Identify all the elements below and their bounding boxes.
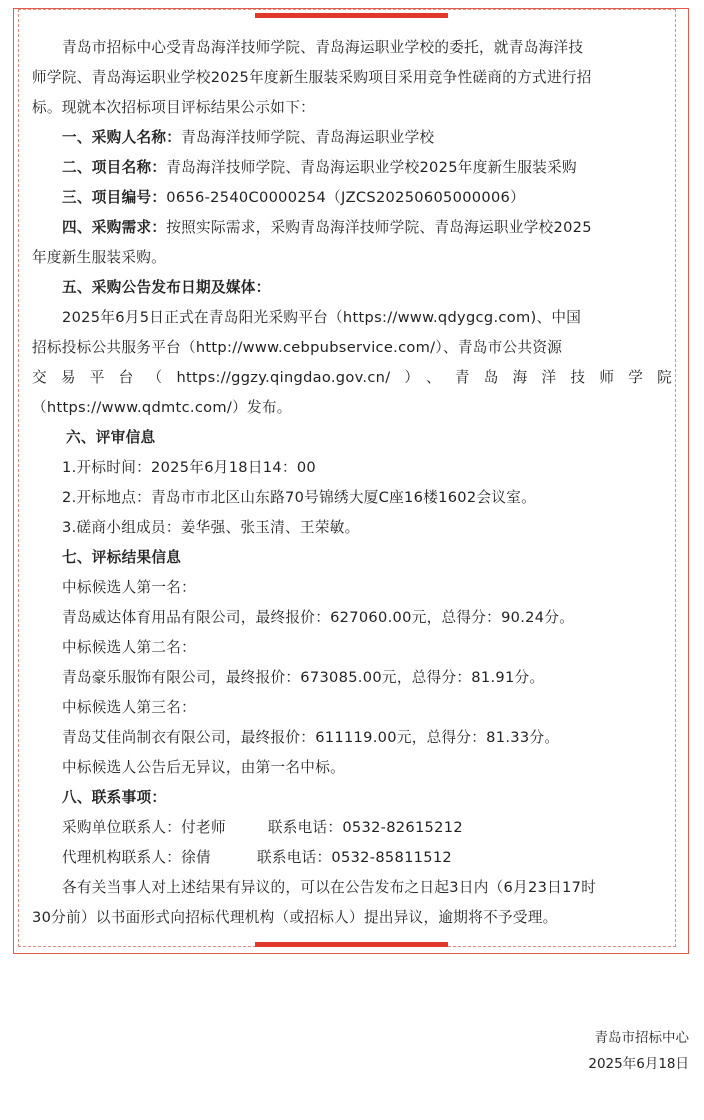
buyer-phone: 联系电话：0532-82615212 — [267, 819, 463, 836]
publish-line-2: 招标投标公共服务平台（http://www.cebpubservice.com/）、青岛市公共资源 — [32, 339, 563, 356]
candidate-3-title: 中标候选人第三名： — [62, 699, 197, 716]
agent-contact-row — [32, 843, 672, 873]
publish-line-3: 交易平台（https://ggzy.qingdao.gov.cn/）、青岛海洋技师学院 — [32, 369, 672, 386]
objection-line-2: 30分前）以书面形式向招标代理机构（或招标人）提出异议，逾期将不予受理。 — [32, 909, 558, 926]
opening-place: 2.开标地点：青岛市市北区山东路70号锦绣大厦C座16楼1602会议室。 — [62, 489, 537, 506]
section-contact-heading: 八、联系事项： — [62, 789, 167, 806]
project-name-label: 二、项目名称： — [62, 159, 167, 176]
intro-line-1: 青岛市招标中心受青岛海洋技师学院、青岛海运职业学校的委托，就青岛海洋技 — [62, 39, 584, 56]
buyer-contact: 采购单位联系人：付老师 — [62, 819, 226, 836]
section-review-heading: 六、评审信息 — [66, 429, 156, 446]
candidate-2-title: 中标候选人第二名： — [62, 639, 197, 656]
notice-body — [32, 33, 672, 933]
buyer-contact-row — [32, 813, 672, 843]
footer-organization: 青岛市招标中心 — [594, 1030, 689, 1046]
intro-line-2: 师学院、青岛海运职业学校2025年度新生服装采购项目采用竞争性磋商的方式进行招 — [32, 69, 592, 86]
candidate-1-detail: 青岛威达体育用品有限公司，最终报价：627060.00元，总得分：90.24分。 — [62, 609, 575, 626]
panel-members: 3.磋商小组成员：姜华强、张玉清、王荣敏。 — [62, 519, 360, 536]
publish-line-4: （https://www.qdmtc.com/）发布。 — [32, 399, 292, 416]
project-number-value: 0656-2540C0000254（JZCS20250605000006） — [166, 189, 526, 206]
requirement-label: 四、采购需求： — [62, 219, 167, 236]
purchaser-label: 一、采购人名称： — [62, 129, 182, 146]
section-project-number — [32, 183, 672, 213]
candidate-3-detail: 青岛艾佳尚制衣有限公司，最终报价：611119.00元，总得分：81.33分。 — [62, 729, 560, 746]
agent-phone: 联系电话：0532-85811512 — [256, 849, 453, 866]
section-publish-heading: 五、采购公告发布日期及媒体： — [62, 279, 271, 296]
agent-contact: 代理机构联系人：徐倩 — [62, 849, 211, 866]
candidate-1-title: 中标候选人第一名： — [62, 579, 197, 596]
section-requirement — [32, 213, 672, 243]
candidate-2-detail: 青岛豪乐服饰有限公司，最终报价：673085.00元，总得分：81.91分。 — [62, 669, 545, 686]
publish-line-1: 2025年6月5日正式在青岛阳光采购平台（https://www.qdygcg.com)、中国 — [62, 309, 582, 326]
opening-time: 1.开标时间：2025年6月18日14：00 — [62, 459, 317, 476]
top-accent-bar — [255, 13, 448, 18]
section-purchaser — [32, 123, 672, 153]
section-project-name — [32, 153, 672, 183]
result-note: 中标候选人公告后无异议，由第一名中标。 — [62, 759, 345, 776]
project-name-value: 青岛海洋技师学院、青岛海运职业学校2025年度新生服装采购 — [166, 159, 577, 176]
bottom-accent-bar — [255, 942, 448, 947]
intro-line-3: 标。现就本次招标项目评标结果公示如下： — [32, 99, 315, 116]
objection-line-1: 各有关当事人对上述结果有异议的，可以在公告发布之日起3日内（6月23日17时 — [62, 879, 597, 896]
purchaser-value: 青岛海洋技师学院、青岛海运职业学校 — [181, 129, 435, 146]
requirement-value-2: 年度新生服装采购。 — [32, 249, 167, 266]
section-result-heading: 七、评标结果信息 — [62, 549, 182, 566]
requirement-value-1: 按照实际需求，采购青岛海洋技师学院、青岛海运职业学校2025 — [166, 219, 592, 236]
project-number-label: 三、项目编号： — [62, 189, 167, 206]
footer-date: 2025年6月18日 — [588, 1056, 689, 1072]
